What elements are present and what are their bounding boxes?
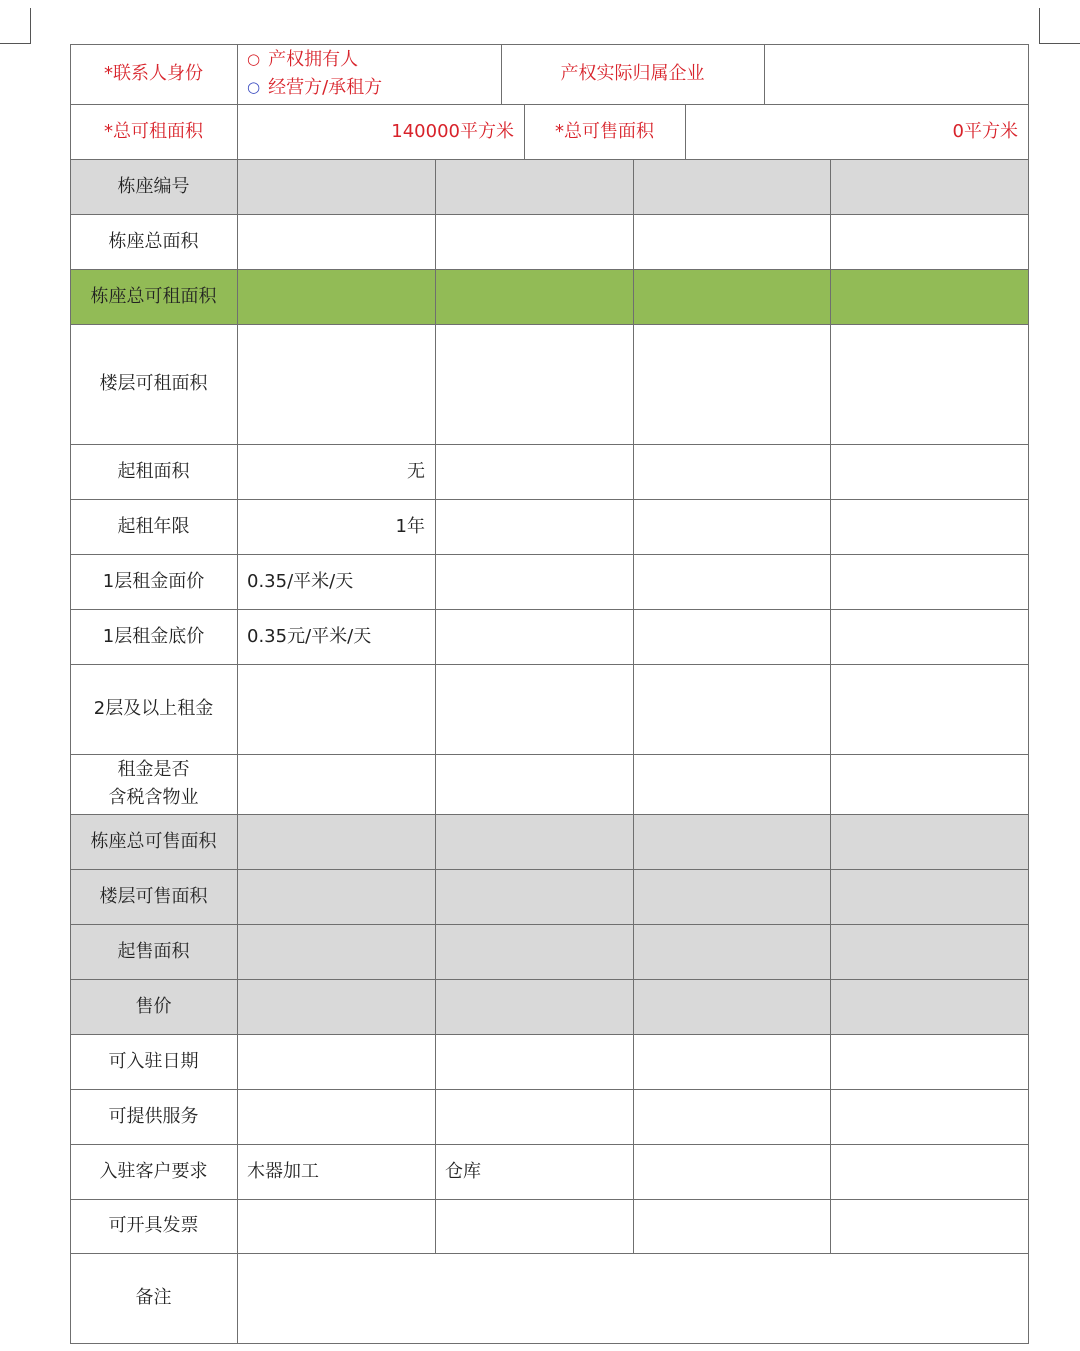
row-value-cell[interactable]	[633, 1199, 830, 1253]
row-value-cell[interactable]	[830, 1034, 1028, 1089]
row-value-cell[interactable]	[237, 664, 435, 754]
table-border-line	[633, 159, 634, 1253]
row-label: 备注	[135, 1287, 172, 1309]
row-value-cell[interactable]	[633, 159, 830, 214]
table-border-line	[501, 44, 502, 104]
row-value-cell[interactable]	[435, 664, 633, 754]
row-value-cell[interactable]	[435, 269, 633, 324]
row-value-cell[interactable]	[633, 664, 830, 754]
row-value-cell[interactable]	[830, 269, 1028, 324]
row-label: 可提供服务	[108, 1105, 199, 1127]
row-value-cell[interactable]	[435, 979, 633, 1034]
row-value-cell[interactable]	[633, 324, 830, 444]
row-value-cell[interactable]	[633, 1144, 830, 1199]
row-value-cell[interactable]	[237, 1034, 435, 1089]
row-value-cell[interactable]	[435, 1034, 633, 1089]
crop-mark-top-left	[30, 8, 31, 44]
table-border-line	[1028, 44, 1029, 1343]
row-value-cell[interactable]	[830, 554, 1028, 609]
table-border-line	[70, 609, 1029, 610]
table-border-line	[70, 1034, 1029, 1035]
row-value-cell[interactable]	[435, 324, 633, 444]
table-border-line	[70, 1199, 1029, 1200]
row-value-cell[interactable]: 0.35元/平米/天	[247, 625, 372, 647]
row-value-cell[interactable]	[830, 324, 1028, 444]
row-value-cell[interactable]	[237, 214, 435, 269]
row-label: 楼层可售面积	[99, 885, 208, 907]
row-value-cell[interactable]	[830, 979, 1028, 1034]
row-label: 起租年限	[117, 515, 190, 537]
table-border-line	[70, 979, 1029, 980]
row-value-cell[interactable]	[633, 979, 830, 1034]
row-value-cell[interactable]	[830, 1199, 1028, 1253]
row-label: 栋座总可售面积	[90, 830, 217, 852]
row-value-cell[interactable]	[435, 924, 633, 979]
row-value-cell[interactable]	[830, 754, 1028, 814]
row-label: 可入驻日期	[108, 1050, 199, 1072]
row-value-cell[interactable]	[435, 869, 633, 924]
row-label: 2层及以上租金	[93, 698, 214, 720]
row-value-cell[interactable]	[237, 869, 435, 924]
row-value-cell[interactable]	[237, 754, 435, 814]
row-value-cell[interactable]	[830, 499, 1028, 554]
row-value-cell[interactable]	[633, 214, 830, 269]
radio-circle-icon: ○	[247, 78, 261, 97]
row-value-cell[interactable]	[830, 869, 1028, 924]
table-border-line	[70, 1089, 1029, 1090]
table-border-line	[70, 44, 1029, 45]
actual-owner-label: 产权实际归属企业	[560, 63, 705, 85]
radio-circle-icon: ○	[247, 50, 261, 69]
row-value-cell[interactable]	[237, 324, 435, 444]
table-border-line	[435, 159, 436, 1253]
table-border-line	[237, 44, 238, 1343]
table-border-line	[70, 44, 71, 1343]
table-border-line	[70, 1343, 1029, 1344]
table-border-line	[70, 324, 1029, 325]
row-value-cell[interactable]: 木器加工	[247, 1160, 319, 1182]
row-label: 栋座总面积	[108, 230, 199, 252]
row-label: 入驻客户要求	[99, 1160, 208, 1182]
row-label: 起租面积	[117, 460, 190, 482]
row-label: 1层租金面价	[102, 570, 205, 592]
table-border-line	[70, 214, 1029, 215]
radio-option-operator[interactable]	[247, 74, 382, 102]
contact-identity-options	[237, 44, 501, 104]
total-rentable-area-value[interactable]: 140000平方米	[391, 120, 514, 142]
crop-mark-top-right	[1039, 8, 1040, 44]
row-value-cell[interactable]: 1年	[395, 515, 425, 537]
row-value-cell[interactable]	[237, 979, 435, 1034]
table-border-line	[70, 104, 1029, 105]
row-value-cell[interactable]	[830, 1089, 1028, 1144]
row-value-cell[interactable]	[633, 269, 830, 324]
row-value-cell[interactable]	[435, 499, 633, 554]
row-value-cell[interactable]	[435, 1199, 633, 1253]
row-value-cell[interactable]	[633, 444, 830, 499]
row-value-cell[interactable]	[633, 1034, 830, 1089]
row-label: 售价	[135, 995, 172, 1017]
total-sellable-area-value[interactable]: 0平方米	[952, 120, 1018, 142]
table-border-line	[70, 269, 1029, 270]
row-value-cell[interactable]	[830, 609, 1028, 664]
row-value-cell[interactable]	[633, 609, 830, 664]
radio-option-owner[interactable]	[247, 46, 358, 74]
row-value-cell[interactable]	[237, 159, 435, 214]
row-value-cell[interactable]	[435, 554, 633, 609]
row-value-cell[interactable]	[435, 609, 633, 664]
table-border-line	[70, 814, 1029, 815]
table-border-line	[685, 104, 686, 159]
row-value-cell[interactable]	[237, 924, 435, 979]
row-value-cell[interactable]	[830, 924, 1028, 979]
row-label: 起售面积	[117, 940, 190, 962]
row-label: 楼层可租面积	[99, 373, 208, 395]
row-value-cell[interactable]	[435, 754, 633, 814]
row-label: 栋座编号	[117, 175, 190, 197]
table-border-line	[524, 104, 525, 159]
row-value-cell[interactable]: 0.35/平米/天	[247, 570, 354, 592]
row-value-cell[interactable]	[830, 214, 1028, 269]
row-value-cell[interactable]	[633, 924, 830, 979]
table-border-line	[70, 1144, 1029, 1145]
table-border-line	[70, 924, 1029, 925]
row-value-cell[interactable]	[435, 159, 633, 214]
row-value-cell[interactable]	[435, 214, 633, 269]
table-border-line	[70, 499, 1029, 500]
row-value-cell[interactable]	[633, 754, 830, 814]
row-value-cell[interactable]	[830, 444, 1028, 499]
row-value-cell[interactable]	[435, 814, 633, 869]
row-label: 栋座总可租面积	[90, 285, 217, 307]
row-value-cell[interactable]: 无	[407, 460, 425, 482]
row-value-cell[interactable]	[237, 269, 435, 324]
table-border-line	[70, 554, 1029, 555]
table-border-line	[830, 159, 831, 1253]
crop-mark-top-left	[0, 43, 31, 44]
radio-option-label: 经营方/承租方	[268, 77, 383, 98]
table-border-line	[70, 869, 1029, 870]
row-value-cell[interactable]	[237, 1253, 1028, 1343]
total-sellable-area-label: *总可售面积	[555, 120, 654, 142]
row-value-cell[interactable]	[633, 814, 830, 869]
row-value-cell[interactable]: 仓库	[445, 1160, 481, 1182]
row-value-cell[interactable]	[435, 1089, 633, 1144]
row-value-cell[interactable]	[633, 554, 830, 609]
table-border-line	[70, 159, 1029, 160]
radio-option-label: 产权拥有人	[268, 49, 359, 71]
row-value-cell[interactable]	[435, 444, 633, 499]
row-value-cell[interactable]	[830, 159, 1028, 214]
row-value-cell[interactable]	[633, 1089, 830, 1144]
row-value-cell[interactable]	[237, 814, 435, 869]
table-border-line	[70, 444, 1029, 445]
total-rentable-area-label: *总可租面积	[104, 120, 203, 142]
row-value-cell[interactable]	[830, 664, 1028, 754]
row-value-cell[interactable]	[633, 499, 830, 554]
table-border-line	[764, 44, 765, 104]
table-border-line	[70, 1253, 1029, 1254]
row-value-cell[interactable]	[237, 1199, 435, 1253]
row-value-cell[interactable]	[237, 1089, 435, 1144]
crop-mark-top-right	[1039, 43, 1080, 44]
row-label: 可开具发票	[108, 1215, 199, 1237]
row-value-cell[interactable]	[830, 814, 1028, 869]
row-label: 租金是否 含税含物业	[108, 759, 199, 808]
table-border-line	[70, 754, 1029, 755]
contact-identity-label: *联系人身份	[104, 63, 203, 85]
row-value-cell[interactable]	[830, 1144, 1028, 1199]
actual-owner-value[interactable]	[764, 44, 1028, 104]
row-label: 1层租金底价	[102, 625, 205, 647]
row-value-cell[interactable]	[633, 869, 830, 924]
table-border-line	[70, 664, 1029, 665]
